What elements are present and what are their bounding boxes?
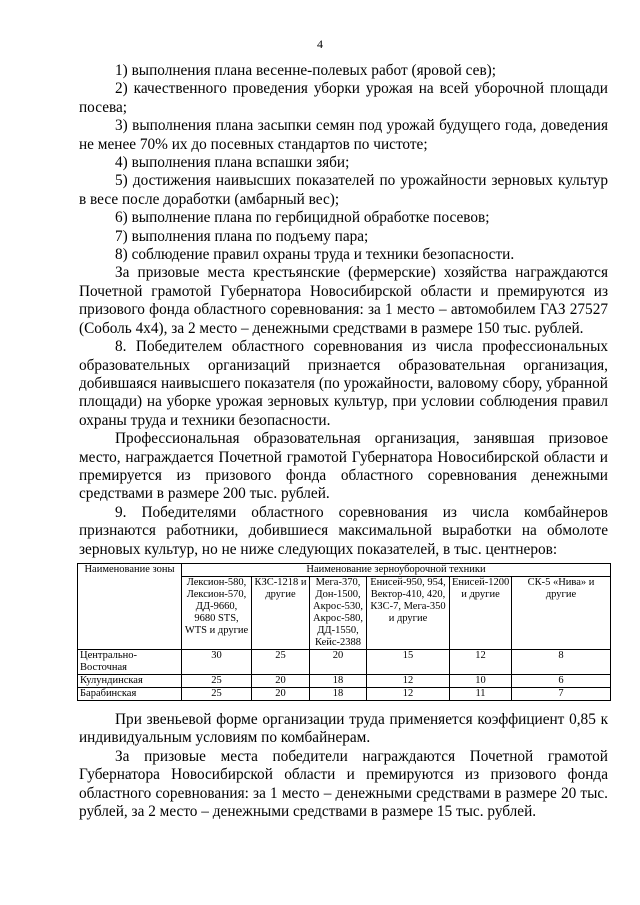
table-cell-zone: Барабинская <box>78 687 182 700</box>
table-cell: 25 <box>182 674 252 687</box>
after-table-text <box>79 711 608 821</box>
page-number: 4 <box>317 37 323 51</box>
table-header-col: СК-5 «Нива» и другие <box>512 576 611 649</box>
table-cell: 15 <box>367 649 450 674</box>
paragraph: 3) выполнения плана засыпки семян под урожай будущего года, доведения не менее 70% их до посевных стандартов по чистоте; <box>79 117 608 153</box>
table-cell: 12 <box>367 687 450 700</box>
table-cell: 20 <box>252 674 310 687</box>
paragraph: 8. Победителем областного соревнования из числа профессиональных образовательных организаций признается образовательная организация, добившаяся наивысшего показателя (по урожайности, валовому сбору, убранной площади) на уборке урожая зерновых культур, при условии соблюдения правил охраны труда и техники безопасности. <box>79 338 608 429</box>
table-cell: 6 <box>512 674 611 687</box>
table-header-col: КЗС-1218 и другие <box>252 576 310 649</box>
table-cell-zone: Центрально-Восточная <box>78 649 182 674</box>
document-body <box>79 62 608 821</box>
table-cell: 30 <box>182 649 252 674</box>
paragraph: 9. Победителями областного соревнования из числа комбайнеров признаются работники, добившиеся максимальной выработки на обмолоте зерновых культур, но не ниже следующих показателей, в тыс. центнеров: <box>79 503 608 558</box>
table-cell: 25 <box>182 687 252 700</box>
paragraph: 5) достижения наивысших показателей по урожайности зерновых культур в весе после доработки (амбарный вес); <box>79 172 608 208</box>
paragraph: 2) качественного проведения уборки урожая на всей уборочной площади посева; <box>79 80 608 116</box>
table-header-col: Мега-370, Дон-1500, Акрос-530, Акрос-580, ДД-1550, Кейс-2388 <box>310 576 367 649</box>
harvester-table <box>77 563 611 701</box>
table-cell: 12 <box>367 674 450 687</box>
table-cell: 20 <box>252 687 310 700</box>
paragraph: 6) выполнение плана по гербицидной обработке посевов; <box>115 209 490 227</box>
paragraph: 1) выполнения плана весенне-полевых работ (яровой сев); <box>115 62 497 79</box>
paragraph: 8) соблюдение правил охраны труда и техники безопасности. <box>115 246 515 264</box>
table-cell: 8 <box>512 649 611 674</box>
table-cell: 7 <box>512 687 611 700</box>
table-cell: 11 <box>450 687 512 700</box>
paragraph: За призовые места победители награждаются Почетной грамотой Губернатора Новосибирской области и премируются из призового фонда областного соревнования: за 1 место – денежными средствами в размере 20 тыс. рублей, за 2 место – денежными средствами в размере 15 тыс. рублей. <box>79 747 608 820</box>
paragraph: 4) выполнения плана вспашки зяби; <box>115 154 350 172</box>
table-cell: 25 <box>252 649 310 674</box>
table-cell: 18 <box>310 674 367 687</box>
table-cell: 10 <box>450 674 512 687</box>
table-header-col: Лексион-580, Лексион-570, ДД-9660, 9680 STS, WTS и другие <box>182 576 252 649</box>
table-row <box>78 687 611 700</box>
paragraph: Профессиональная образовательная организация, занявшая призовое место, награждается Почетной грамотой Губернатора Новосибирской области и премируется из призового фонда областного соревнования денежными средствами в размере 200 тыс. рублей. <box>79 430 608 503</box>
table-row <box>78 674 611 687</box>
paragraph: При звеньевой форме организации труда применяется коэффициент 0,85 к индивидуальным условиям по комбайнерам. <box>79 710 608 747</box>
table-header-zone: Наименование зоны <box>78 563 182 649</box>
table-cell: 18 <box>310 687 367 700</box>
table-header-group: Наименование зерноуборочной техники <box>182 563 611 576</box>
table-cell: 20 <box>310 649 367 674</box>
paragraph: За призовые места крестьянские (фермерские) хозяйства награждаются Почетной грамотой Губернатора Новосибирской области и премируются из призового фонда областного соревнования: за 1 место – автомобилем ГАЗ 27527 (Соболь 4х4), за 2 место – денежными средствами в размере 150 тыс. рублей. <box>79 264 608 337</box>
table-cell: 12 <box>450 649 512 674</box>
table-header-col: Енисей-950, 954, Вектор-410, 420, КЗС-7, Мега-350 и другие <box>367 576 450 649</box>
table-header-col: Енисей-1200 и другие <box>450 576 512 649</box>
table-cell-zone: Кулундинская <box>78 674 182 687</box>
table-row <box>78 649 611 674</box>
paragraph: 7) выполнения плана по подъему пара; <box>115 227 369 245</box>
